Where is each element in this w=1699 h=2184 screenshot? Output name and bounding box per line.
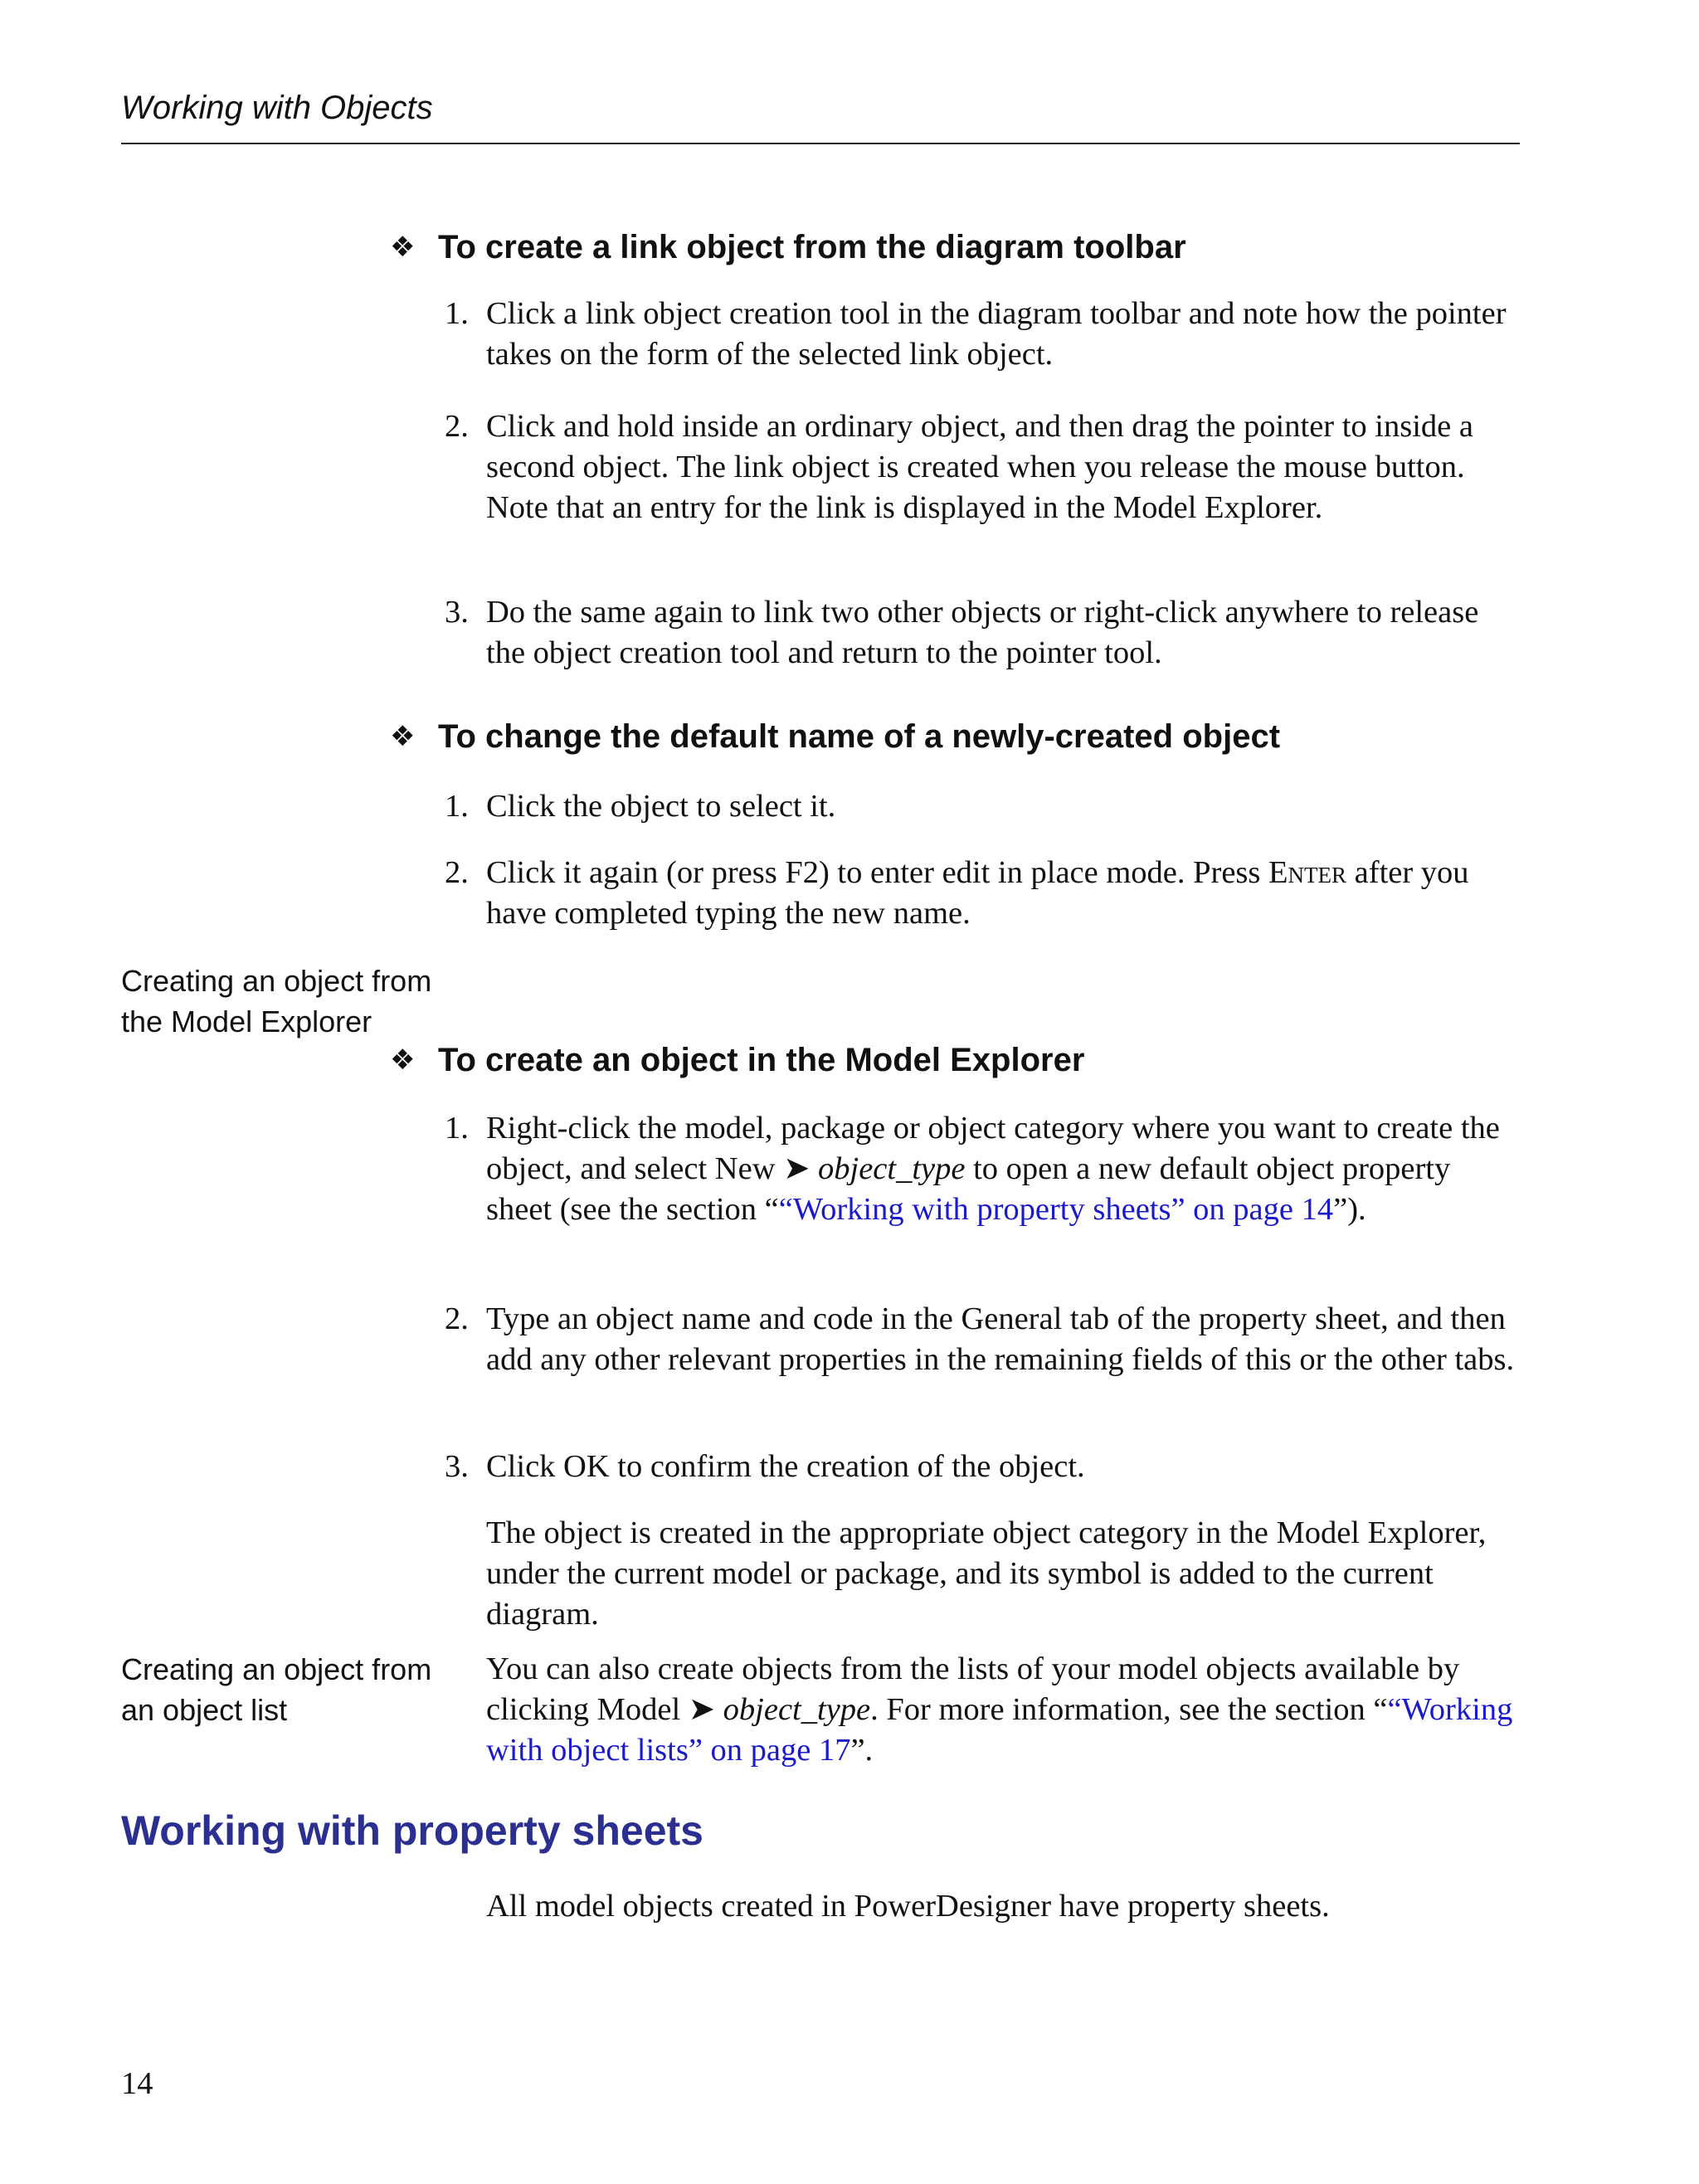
list-item xyxy=(445,294,1520,375)
section-title: Working with property sheets xyxy=(121,1807,703,1854)
procedure-bullet-icon: ❖ xyxy=(390,231,416,264)
object-type-term: object_type xyxy=(818,1151,966,1186)
paragraph-text-after: ”. xyxy=(850,1733,874,1768)
list-item xyxy=(445,1108,1520,1230)
list-item xyxy=(445,1447,1520,1487)
step-text: Do the same again to link two other objects or right-click anywhere to release the object creation tool and return to the pointer tool. xyxy=(486,595,1479,670)
procedure-heading-change-name xyxy=(390,717,1281,756)
step-text: Click a link object creation tool in the diagram toolbar and note how the pointer takes on the form of the selected link object. xyxy=(486,296,1507,372)
section-intro: All model objects created in PowerDesigner have property sheets. xyxy=(486,1889,1330,1924)
step-text-after: after you have completed typing the new name. xyxy=(486,855,1469,931)
procedure-bullet-icon: ❖ xyxy=(390,1043,416,1077)
closing-paragraph: The object is created in the appropriate object category in the Model Explorer, under the current model or package, and its symbol is added to the current diagram. xyxy=(486,1515,1487,1632)
running-header: Working with Objects xyxy=(121,90,433,126)
list-item xyxy=(445,853,1520,934)
list-item xyxy=(445,406,1520,528)
procedure-heading-model-explorer xyxy=(390,1040,1085,1080)
step-text: Click the object to select it. xyxy=(486,789,836,824)
property-sheets-link[interactable]: “Working with property sheets” on page 14 xyxy=(778,1192,1334,1227)
step-text: Click OK to confirm the creation of the object. xyxy=(486,1449,1085,1484)
procedure-bullet-icon: ❖ xyxy=(390,720,416,753)
step-number: 1. xyxy=(445,789,469,824)
list-item xyxy=(445,592,1520,674)
step-text-before: Right-click the model, package or object category where you want to create the object, and select New ➤ xyxy=(486,1111,1500,1186)
step-text-after: ”). xyxy=(1333,1192,1366,1227)
step-number: 3. xyxy=(445,1449,469,1484)
object-list-paragraph xyxy=(486,1649,1520,1771)
step-text: Click and hold inside an ordinary object, and then drag the pointer to inside a second object. The link object is created when you release the mouse button. Note that an entry for the link is displayed in the Model Explorer. xyxy=(486,409,1473,525)
page-number: 14 xyxy=(121,2066,153,2101)
step-number: 1. xyxy=(445,296,469,331)
step-number: 2. xyxy=(445,855,469,890)
list-item xyxy=(445,786,1520,827)
step-text-mid: to open a new default object property sheet (see the section “ xyxy=(486,1151,1451,1227)
margin-note-model-explorer: Creating an object from the Model Explorer xyxy=(121,964,432,1038)
step-text-before: Click it again (or press F2) to enter edit in place mode. Press xyxy=(486,855,1269,890)
procedure-heading-link-object xyxy=(390,227,1186,267)
enter-key-label: Enter xyxy=(1268,855,1347,890)
step-number: 1. xyxy=(445,1111,469,1146)
list-item xyxy=(445,1299,1520,1380)
step-number: 2. xyxy=(445,1301,469,1336)
paragraph-text-before: You can also create objects from the lists of your model objects available by clicking Model ➤ xyxy=(486,1651,1460,1727)
step-number: 2. xyxy=(445,409,469,444)
header-rule xyxy=(121,143,1520,144)
procedure-heading-text: To create an object in the Model Explorer xyxy=(438,1042,1085,1078)
object-lists-link[interactable]: “Working with object lists” on page 17 xyxy=(486,1692,1513,1768)
step-text: Type an object name and code in the General tab of the property sheet, and then add any other relevant properties in the remaining fields of this or the other tabs. xyxy=(486,1301,1515,1377)
paragraph-text-mid: . For more information, see the section “ xyxy=(870,1692,1388,1727)
procedure-heading-text: To change the default name of a newly-created object xyxy=(438,718,1281,755)
procedure-heading-text: To create a link object from the diagram toolbar xyxy=(438,229,1186,265)
margin-note-object-list: Creating an object from an object list xyxy=(121,1652,432,1727)
object-type-term: object_type xyxy=(723,1692,871,1727)
step-number: 3. xyxy=(445,595,469,630)
